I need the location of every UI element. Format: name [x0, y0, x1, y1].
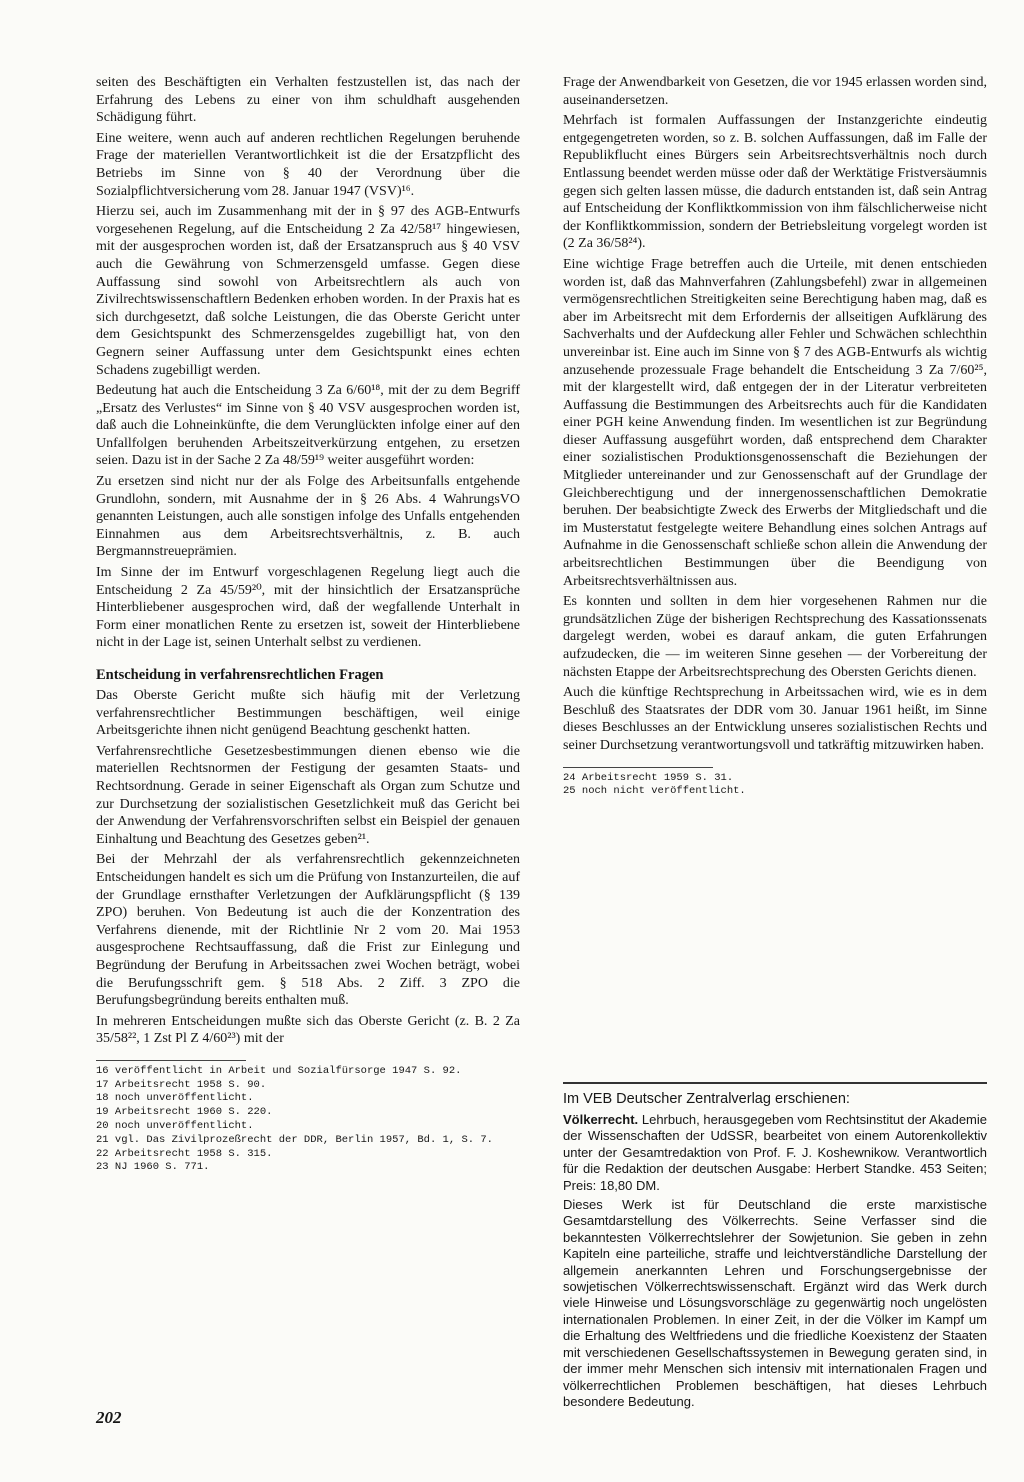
footnote: 22 Arbeitsrecht 1958 S. 315. [96, 1147, 273, 1160]
footnote: 24 Arbeitsrecht 1959 S. 31. [563, 771, 734, 784]
left-column [96, 74, 520, 1175]
paragraph: Eine weitere, wenn auch auf anderen rechtlichen Regelungen beruhende Frage der materiellen Verantwortlichkeit ist die der Ersatzpflicht des Betriebs im Sinne von § 40 der Verordnung über die Sozialpflichtversicherung vom 28. Januar 1947 (VSV)¹⁶. [96, 130, 520, 199]
footnote-divider [96, 1060, 246, 1061]
footnote: 25 noch nicht veröffentlicht. [563, 785, 746, 798]
paragraph: Bei der Mehrzahl der als verfahrensrechtlich gekennzeichneten Entscheidungen handelt es sich um die Prüfung von Instanzurteilen, die auf der Grundlage ernsthafter Verletzungen der Aufklärungspflicht (§ 139 ZPO) beruhen. Von Bedeutung ist auch die der Konzentration des Verfahrens dienende, mit der Richtlinie Nr 2 vom 20. Mai 1953 ausgesprochene Rechtsauffassung, daß die Frist zur Einlegung und Begründung der Berufung in Arbeitssachen zwei Wochen beträgt, wobei die Berufungsschrift gem. § 518 Abs. 2 Ziff. 3 ZPO die Berufungsbegründung bereits enthalten muß. [96, 852, 520, 1009]
footnote: 19 Arbeitsrecht 1960 S. 220. [96, 1106, 273, 1119]
footnote: 17 Arbeitsrecht 1958 S. 90. [96, 1078, 267, 1091]
right-column [563, 74, 987, 799]
paragraph: seiten des Beschäftigten ein Verhalten festzustellen ist, das nach der Erfahrung des Lebens zu einer von ihm schuldhaft ausgehenden Schädigung führt. [96, 75, 520, 126]
paragraph: Verfahrensrechtliche Gesetzesbestimmungen dienen ebenso wie die materiellen Rechtsnormen der Festigung der gesamten Staats- und Rechtsordnung. Gerade in seiner Eigenschaft als Organ zum Schutze und zur Durchsetzung der sozialistischen Gesetzlichkeit muß das Gericht bei der Anwendung der Verfahrensvorschriften selbst ein Beispiel der genauen Einhaltung und Beachtung des Gesetzes geben²¹. [96, 743, 520, 847]
paragraph: Das Oberste Gericht mußte sich häufig mit der Verletzung verfahrensrechtlicher Bestimmungen beschäftigen, weil einige Arbeitsgerichte ihnen nicht genügend Beachtung geschenkt hatten. [96, 688, 520, 739]
paragraph: Hierzu sei, auch im Zusammenhang mit der in § 97 des AGB-Entwurfs vorgesehenen Regelung, auf die Entscheidung 2 Za 42/58¹⁷ hingewiesen, mit der ausgesprochen worden ist, daß der Ersatzanspruch aus § 40 VSV auch die Gewährung von Schmerzensgeld umfasse. Gegen diese Auffassung sind sowohl von Arbeitsrechtlern als auch von Zivilrechtswissenschaftlern Bedenken erhoben worden. In der Praxis hat es sich durchgesetzt, daß solche Leistungen, die das Oberste Gericht unter dem Gesichtspunkt des Schmerzensgeldes zugebilligt hat, von den Gegnern seiner Auffassung unter dem Gesichtspunkt eines echten Schadens zugebilligt werden. [96, 204, 520, 378]
footnote: 20 noch unveröffentlicht. [96, 1120, 254, 1133]
quoted-paragraph: Zu ersetzen sind nicht nur der als Folge des Arbeitsunfalls entgehende Grundlohn, sondern, mit Ausnahme der in § 26 Abs. 4 WahrungsVO genannten Leistungen, auch alle sonstigen infolge des Unfalls entgehenden Einnahmen aus dem Arbeitsrechtsverhältnis, z. B. auch Bergmannstreueprämien. [96, 474, 520, 560]
footnote: 18 noch unveröffentlicht. [96, 1092, 254, 1105]
footnote-divider [563, 767, 713, 768]
ad-book-entry [563, 1112, 987, 1194]
paragraph: Eine wichtige Frage betreffen auch die Urteile, mit denen entschieden worden ist, daß das Mahnverfahren (Zahlungsbefehl) zwar in allgemeinen vermögensrechtlichen Streitigkeiten seine Berechtigung haben mag, daß es aber im Arbeitsrecht mit dem Erfordernis der allseitigen Aufklärung des Sachverhalts und der Aufdeckung aller Fehler und Schwächen schlechthin unvereinbar ist. Eine auch im Sinne von § 7 des AGB-Entwurfs als wichtig anzusehende prozessuale Frage behandelt die Entscheidung 3 Za 7/60²⁵, mit der klargestellt wird, daß entgegen der in der Literatur verbreiteten Auffassung die Bestimmungen des Arbeitsrechts auch für die Kandidaten einer PGH keine Anwendung finden. Im wesentlichen ist zur Begründung dieser Auffassung ausgeführt worden, daß entsprechend dem Charakter einer sozialistischen Produktionsgenossenschaft die Beziehungen der Mitglieder untereinander und zur Genossenschaft auf der Grundlage der Gleichberechtigung und der innergenossenschaftlichen Demokratie beruhen. Der beabsichtigte Zweck des Erwerbs der Mitgliedschaft und die im Musterstatut festgelegte weitere Behandlung eines solchen Antrags auf Aufnahme in die Genossenschaft schließe schon allein die Anwendung der arbeitsrechtlichen Bestimmungen über die Beendigung von Arbeitsrechtsverhältnissen aus. [563, 256, 987, 589]
footnote: 16 veröffentlicht in Arbeit und Sozialfürsorge 1947 S. 92. [96, 1064, 462, 1077]
book-title: Völkerrecht. [563, 1112, 639, 1127]
paragraph: Mehrfach ist formalen Auffassungen der Instanzgerichte eindeutig entgegengetreten worden, so z. B. solchen Auffassungen, daß im Falle der Republikflucht eines Bürgers sein Arbeitsrechtsverhältnis noch durch Entlassung beendet werden müsse oder daß der Werktätige Fristversäumnis gegen sich gelten lassen müsse, die dadurch entstanden ist, daß sein Antrag auf Entscheidung der Konfliktkommission von ihm fälschlicherweise nicht der Konfliktkommission, sondern der Betriebsleitung vorgelegt worden ist (2 Za 36/58²⁴). [563, 113, 987, 252]
section-heading: Entscheidung in verfahrensrechtlichen Fragen [96, 667, 384, 683]
ad-heading: Im VEB Deutscher Zentralverlag erschienen: [563, 1091, 850, 1107]
page-number: 202 [96, 1408, 122, 1427]
paragraph: Es konnten und sollten in dem hier vorgesehenen Rahmen nur die grundsätzlichen Züge der bisherigen Rechtsprechung des Kassationssenats dargelegt werden, wobei es darauf ankam, die guten Erfahrungen aufzudecken, die — im weiteren Sinne gesehen — der Vorbereitung der nächsten Etappe der Arbeitsrechtsprechung des Obersten Gerichts dienen. [563, 594, 987, 680]
paragraph: Im Sinne der im Entwurf vorgeschlagenen Regelung liegt auch die Entscheidung 2 Za 45/59²⁰, mit der hinsichtlich der Ersatzansprüche Hinterbliebener ausgesprochen wird, daß der wegfallende Unterhalt in Form einer monatlichen Rente zu ersetzen ist, soweit der Hinterbliebene nicht in der Lage ist, seinen Unterhalt selbst zu verdienen. [96, 565, 520, 651]
publisher-advertisement [563, 1082, 987, 1413]
footnote: 21 vgl. Das Zivilprozeßrecht der DDR, Berlin 1957, Bd. 1, S. 7. [96, 1133, 493, 1146]
paragraph: Auch die künftige Rechtsprechung in Arbeitssachen wird, wie es in dem Beschluß des Staatsrates der DDR vom 30. Januar 1961 heißt, im Sinne dieses Beschlusses an der Entwicklung unseres sozialistischen Rechts und seiner Durchsetzung verantwortungsvoll und tatkräftig mitzuwirken haben. [563, 685, 987, 753]
ad-text: Dieses Werk ist für Deutschland die erste marxistische Gesamtdarstellung des Völkerrechts. Seine Verfasser sind die bekanntesten Völkerrechtslehrer der Sowjetunion. Sie geben in zehn Kapiteln eine parteiliche, straffe und leichtverständliche Darstellung der allgemein anerkannten Lehren und Forschungsergebnisse der sowjetischen Völkerrechtswissenschaft. Ergänzt wird das Werk durch viele Hinweise und Lösungsvorschläge zu gegenwärtig noch ungelösten internationalen Problemen. In einer Zeit, in der die Völker im Kampf um die Erhaltung des Weltfriedens und die friedliche Koexistenz der Staaten mit verschiedenen Gesellschaftssystemen in Bewegung geraten sind, in der immer mehr Menschen sich intensiv mit internationalen Fragen und völkerrechtlichen Problemen beschäftigen, hat dieses Lehrbuch besondere Bedeutung. [563, 1197, 987, 1409]
footnote: 23 NJ 1960 S. 771. [96, 1161, 210, 1174]
book-description: Lehrbuch, herausgegeben vom Rechtsinstitut der Akademie der Wissenschaften der UdSSR, bearbeitet von einem Autorenkollektiv unter der Gesamtredaktion von Prof. F. J. Koshewnikow. Verantwortlich für die Redaktion der deutschen Ausgabe: Herbert Standke. 453 Seiten; Preis: 18,80 DM. [563, 1112, 987, 1193]
paragraph: Frage der Anwendbarkeit von Gesetzen, die vor 1945 erlassen worden sind, auseinandersetzen. [563, 75, 987, 108]
paragraph: In mehreren Entscheidungen mußte sich das Oberste Gericht (z. B. 2 Za 35/58²², 1 Zst Pl Z 4/60²³) mit der [96, 1013, 520, 1047]
paragraph: Bedeutung hat auch die Entscheidung 3 Za 6/60¹⁸, mit der zu dem Begriff „Ersatz des Verlustes“ im Sinne von § 40 VSV ausgesprochen worden ist, daß auch die Lohneinkünfte, die dem Verunglückten infolge einer auf den Unfallfolgen beruhenden Arbeitszeitverkürzung entgehen, zu ersetzen seien. Dazu ist in der Sache 2 Za 48/59¹⁹ weiter ausgeführt worden: [96, 383, 520, 469]
